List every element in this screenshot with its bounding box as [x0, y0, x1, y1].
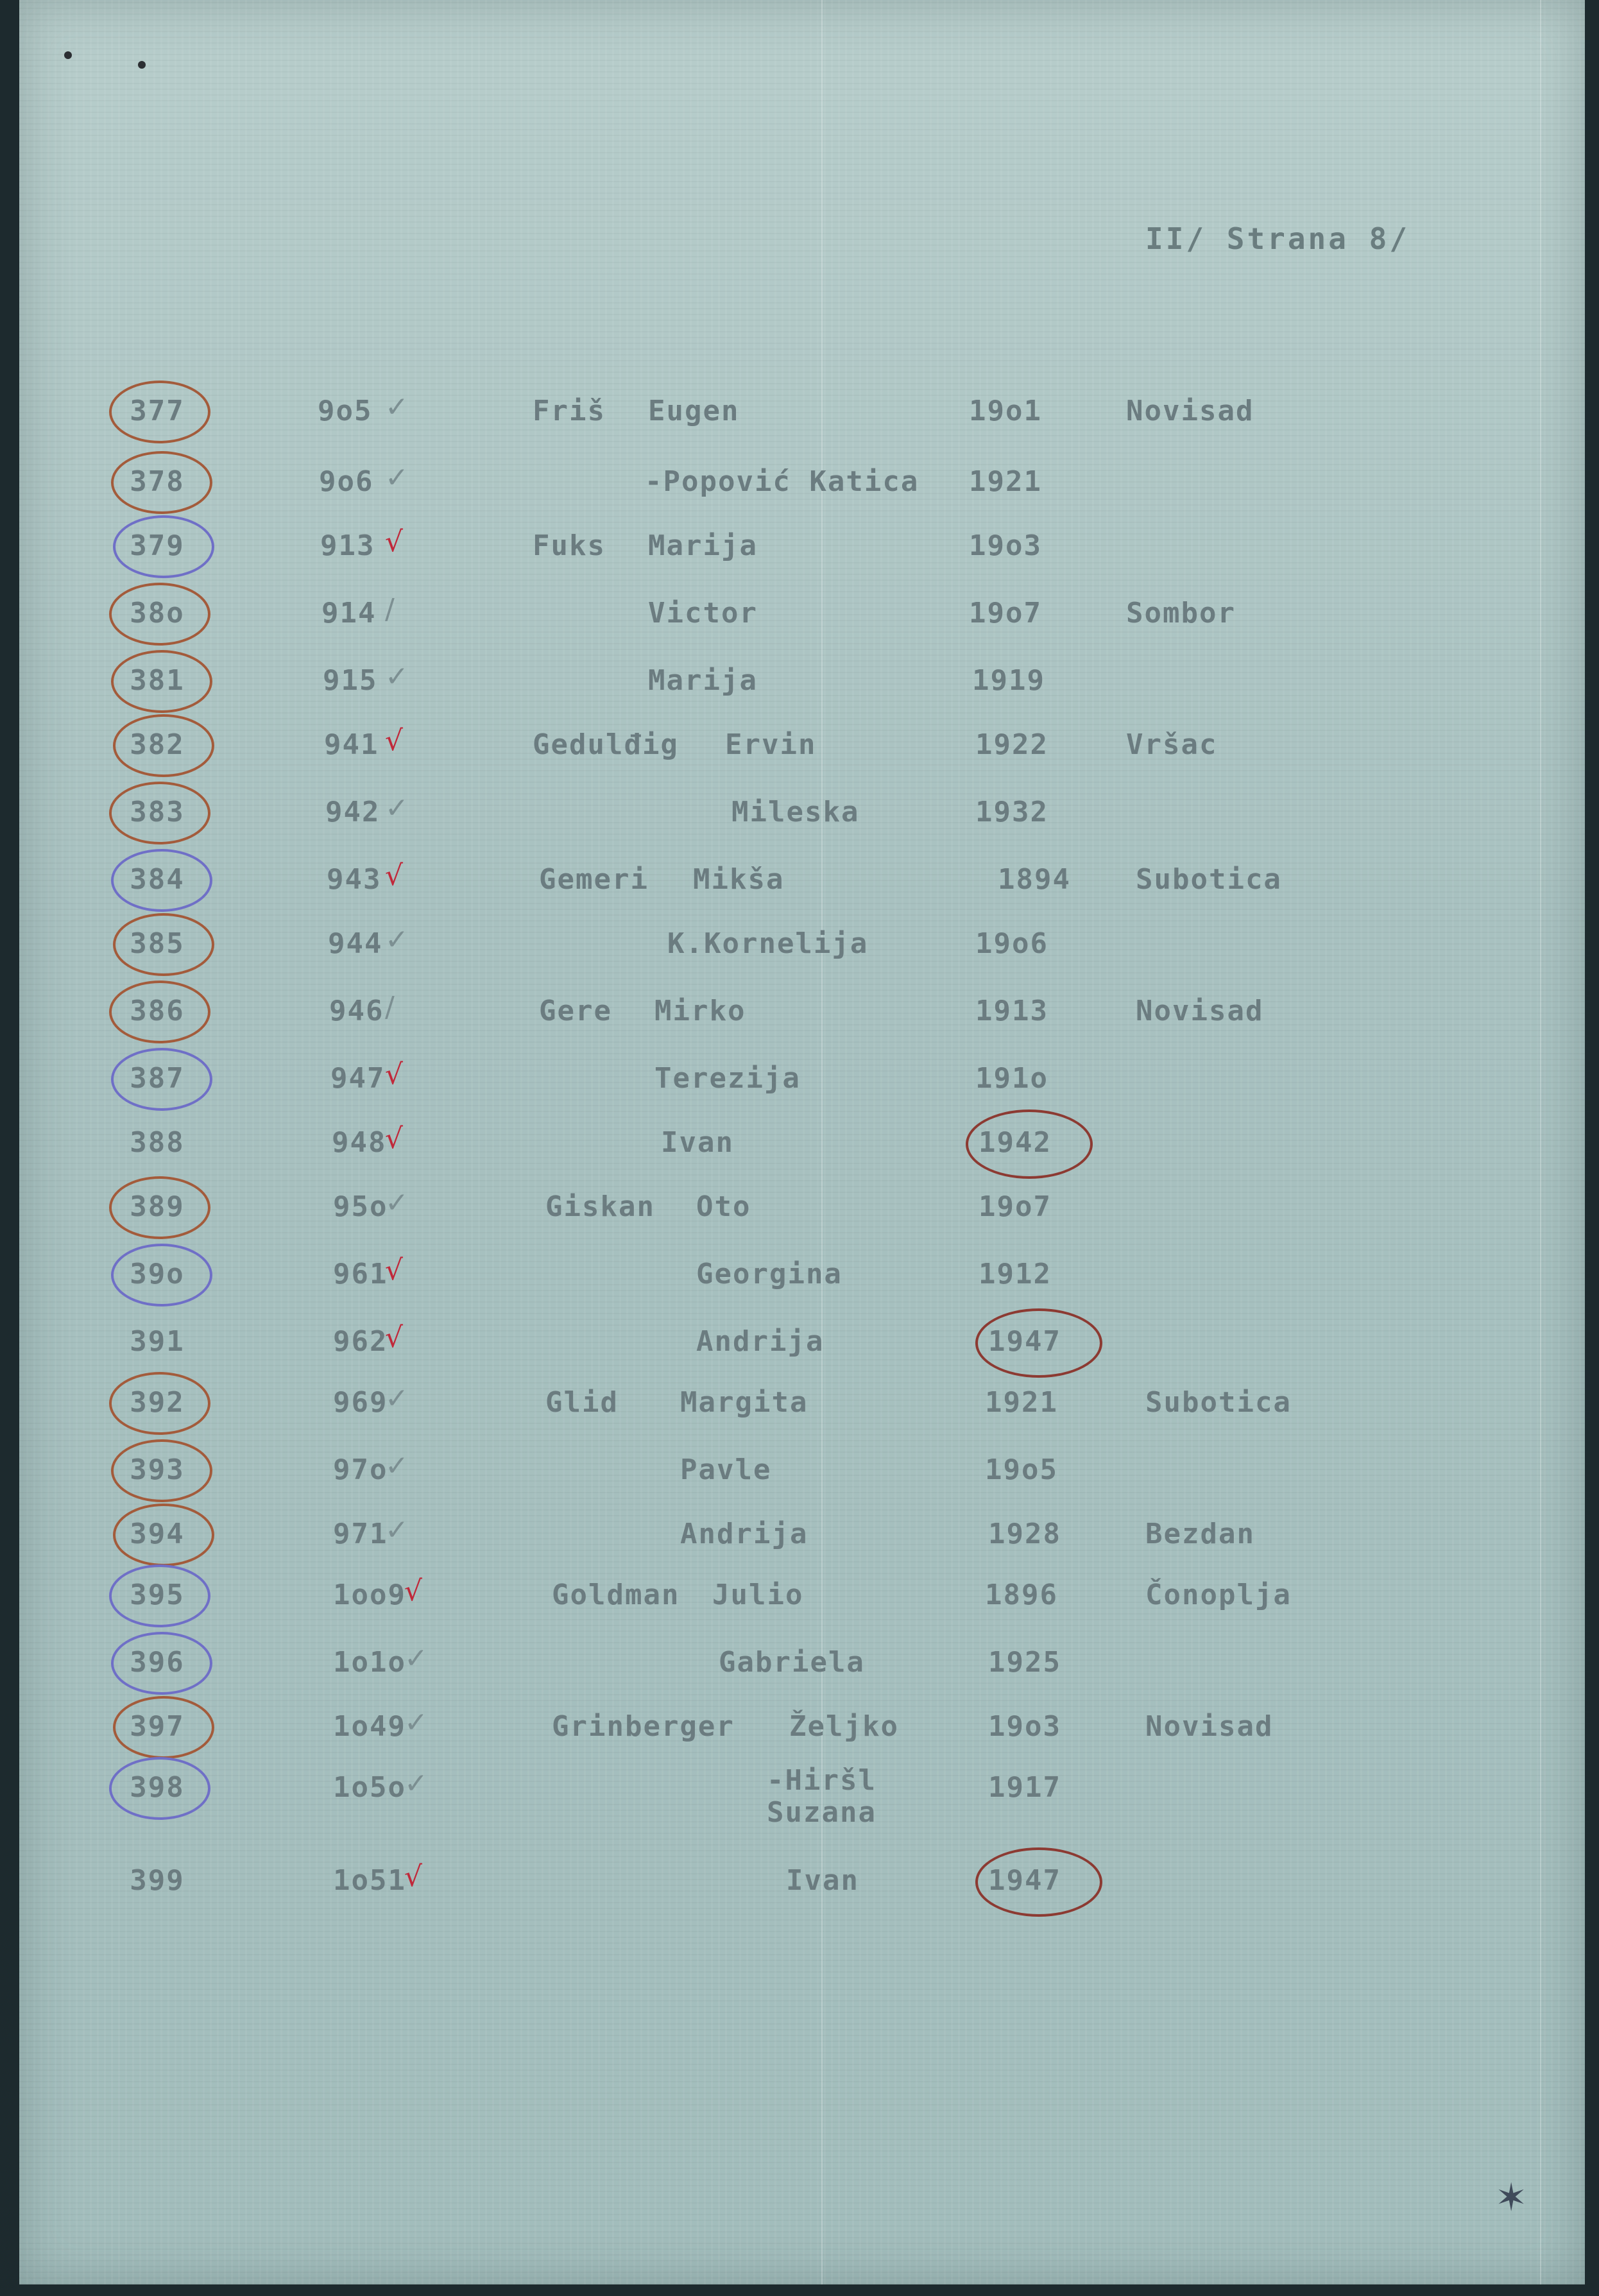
given-name: Gabriela [719, 1646, 865, 1679]
given-name: Andrija [680, 1518, 808, 1550]
birth-year: 19o7 [969, 597, 1042, 630]
table-row [0, 792, 1599, 847]
place: Novisad [1145, 1710, 1274, 1743]
table-row [0, 1187, 1599, 1242]
entry-number: 394 [130, 1518, 185, 1550]
year-circle-mark [975, 1847, 1102, 1917]
birth-year: 19o7 [979, 1190, 1052, 1223]
given-name: Georgina [696, 1258, 842, 1290]
register-number: 913 [320, 529, 375, 562]
pencil-mark-icon: ✶ [1495, 2175, 1528, 2220]
birth-year: 1896 [985, 1579, 1058, 1611]
ink-dot [138, 61, 146, 69]
register-number: 914 [321, 597, 377, 630]
given-name: -Hiršl Suzana [767, 1764, 876, 1829]
check-mark-icon: ✓ [385, 1450, 409, 1482]
birth-year: 1921 [985, 1386, 1058, 1419]
birth-year: 1928 [988, 1518, 1061, 1550]
check-mark-icon: √ [385, 1254, 404, 1287]
check-mark-icon: ✓ [404, 1642, 428, 1675]
table-row [0, 859, 1599, 914]
given-name: Marija [648, 529, 758, 562]
table-row [0, 1642, 1599, 1697]
check-mark-icon: √ [404, 1860, 423, 1893]
entry-number: 386 [130, 995, 185, 1027]
year-circle-mark [966, 1109, 1093, 1179]
register-number: 941 [324, 728, 379, 761]
entry-number: 387 [130, 1062, 185, 1095]
birth-year: 1921 [969, 465, 1042, 498]
entry-number: 396 [130, 1646, 185, 1679]
birth-year: 19o3 [988, 1710, 1061, 1743]
table-row [0, 923, 1599, 979]
surname: Gedulđig [533, 728, 679, 761]
register-number: 95o [333, 1190, 388, 1223]
given-name: Mikša [693, 863, 785, 896]
check-mark-icon: / [385, 991, 395, 1024]
register-number: 97o [333, 1453, 388, 1486]
check-mark-icon: √ [404, 1575, 423, 1607]
check-mark-icon: ✓ [385, 461, 409, 494]
birth-year: 1894 [998, 863, 1071, 896]
birth-year: 19o5 [985, 1453, 1058, 1486]
birth-year: 1922 [975, 728, 1048, 761]
birth-year: 1947 [988, 1864, 1061, 1897]
table-row [0, 1450, 1599, 1505]
ink-dot [64, 51, 72, 59]
surname: Fuks [533, 529, 606, 562]
table-row [0, 660, 1599, 715]
birth-year: 1932 [975, 796, 1048, 828]
entry-number: 381 [130, 664, 185, 697]
entry-number: 377 [130, 395, 185, 427]
birth-year: 1913 [975, 995, 1048, 1027]
register-number: 1o49 [333, 1710, 406, 1743]
table-row [0, 724, 1599, 780]
check-mark-icon: √ [385, 724, 404, 757]
birth-year: 19o1 [969, 395, 1042, 427]
entry-number: 383 [130, 796, 185, 828]
register-number: 943 [327, 863, 382, 896]
given-name: Oto [696, 1190, 751, 1223]
check-mark-icon: ✓ [385, 1187, 409, 1219]
surname: Grinberger [552, 1710, 735, 1743]
table-row [0, 991, 1599, 1046]
entry-number: 379 [130, 529, 185, 562]
register-number: 1o5o [333, 1771, 406, 1804]
table-row [0, 1122, 1599, 1178]
table-row [0, 461, 1599, 517]
given-name: Ervin [725, 728, 817, 761]
given-name: -Popović Katica [645, 465, 919, 498]
given-name: Margita [680, 1386, 808, 1419]
page-header: II/ Strana 8/ [1145, 221, 1410, 256]
table-row [0, 526, 1599, 581]
entry-number: 385 [130, 927, 185, 960]
surname: Gere [539, 995, 612, 1027]
given-name: Andrija [696, 1325, 825, 1358]
given-name: Mirko [654, 995, 746, 1027]
register-number: 1o51 [333, 1864, 406, 1897]
given-name: Željko [789, 1710, 899, 1743]
check-mark-icon: √ [385, 859, 404, 892]
birth-year: 1942 [979, 1126, 1052, 1159]
register-number: 946 [329, 995, 384, 1027]
place: Čonoplja [1145, 1579, 1292, 1611]
check-mark-icon: ✓ [385, 1382, 409, 1415]
entry-number: 389 [130, 1190, 185, 1223]
surname: Friš [533, 395, 606, 427]
register-number: 1o1o [333, 1646, 406, 1679]
place: Bezdan [1145, 1518, 1255, 1550]
register-number: 948 [332, 1126, 387, 1159]
table-row [0, 1764, 1599, 1829]
surname: Giskan [545, 1190, 655, 1223]
check-mark-icon: ✓ [385, 660, 409, 693]
register-number: 971 [333, 1518, 388, 1550]
check-mark-icon: ✓ [385, 923, 409, 956]
table-row [0, 1058, 1599, 1113]
year-circle-mark [975, 1308, 1102, 1378]
entry-number: 378 [130, 465, 185, 498]
check-mark-icon: / [385, 593, 395, 626]
surname: Gemeri [539, 863, 649, 896]
check-mark-icon: √ [385, 526, 404, 558]
entry-number: 397 [130, 1710, 185, 1743]
check-mark-icon: √ [385, 1122, 404, 1155]
birth-year: 1912 [979, 1258, 1052, 1290]
table-row [0, 1382, 1599, 1437]
register-number: 942 [325, 796, 381, 828]
given-name: K.Kornelija [667, 927, 869, 960]
entry-number: 392 [130, 1386, 185, 1419]
birth-year: 1925 [988, 1646, 1061, 1679]
register-number: 962 [333, 1325, 388, 1358]
check-mark-icon: √ [385, 1058, 404, 1091]
birth-year: 1919 [972, 664, 1045, 697]
given-name: Ivan [661, 1126, 734, 1159]
table-row [0, 1706, 1599, 1761]
table-row [0, 1575, 1599, 1630]
register-number: 9o6 [319, 465, 374, 498]
place: Subotica [1145, 1386, 1292, 1419]
register-number: 1oo9 [333, 1579, 406, 1611]
check-mark-icon: √ [385, 1321, 404, 1354]
given-name: Marija [648, 664, 758, 697]
birth-year: 191o [975, 1062, 1048, 1095]
register-number: 961 [333, 1258, 388, 1290]
place: Vršac [1126, 728, 1218, 761]
table-row [0, 391, 1599, 446]
table-row [0, 1321, 1599, 1376]
entry-number: 384 [130, 863, 185, 896]
entry-number: 391 [130, 1325, 185, 1358]
entry-number: 388 [130, 1126, 185, 1159]
register-number: 947 [330, 1062, 386, 1095]
entry-number: 398 [130, 1771, 185, 1804]
surname: Goldman [552, 1579, 680, 1611]
register-number: 9o5 [318, 395, 373, 427]
place: Novisad [1126, 395, 1254, 427]
birth-year: 1947 [988, 1325, 1061, 1358]
given-name: Mileska [731, 796, 860, 828]
register-number: 944 [328, 927, 383, 960]
check-mark-icon: ✓ [385, 792, 409, 825]
table-row [0, 1514, 1599, 1569]
entry-number: 39o [130, 1258, 185, 1290]
register-number: 915 [323, 664, 378, 697]
given-name: Ivan [786, 1864, 859, 1897]
entry-number: 399 [130, 1864, 185, 1897]
given-name: Pavle [680, 1453, 772, 1486]
birth-year: 19o6 [975, 927, 1048, 960]
check-mark-icon: ✓ [385, 1514, 409, 1546]
given-name: Julio [712, 1579, 804, 1611]
birth-year: 1917 [988, 1771, 1061, 1804]
place: Subotica [1136, 863, 1282, 896]
entry-number: 395 [130, 1579, 185, 1611]
table-row [0, 593, 1599, 648]
entry-number: 38o [130, 597, 185, 630]
entry-number: 382 [130, 728, 185, 761]
given-name: Terezija [654, 1062, 801, 1095]
entry-number: 393 [130, 1453, 185, 1486]
given-name: Victor [648, 597, 758, 630]
check-mark-icon: ✓ [385, 391, 409, 424]
check-mark-icon: ✓ [404, 1706, 428, 1739]
check-mark-icon: ✓ [404, 1767, 428, 1800]
table-row [0, 1254, 1599, 1309]
birth-year: 19o3 [969, 529, 1042, 562]
register-number: 969 [333, 1386, 388, 1419]
place: Novisad [1136, 995, 1264, 1027]
table-row [0, 1860, 1599, 1915]
place: Sombor [1126, 597, 1236, 630]
given-name: Eugen [648, 395, 740, 427]
surname: Glid [545, 1386, 619, 1419]
